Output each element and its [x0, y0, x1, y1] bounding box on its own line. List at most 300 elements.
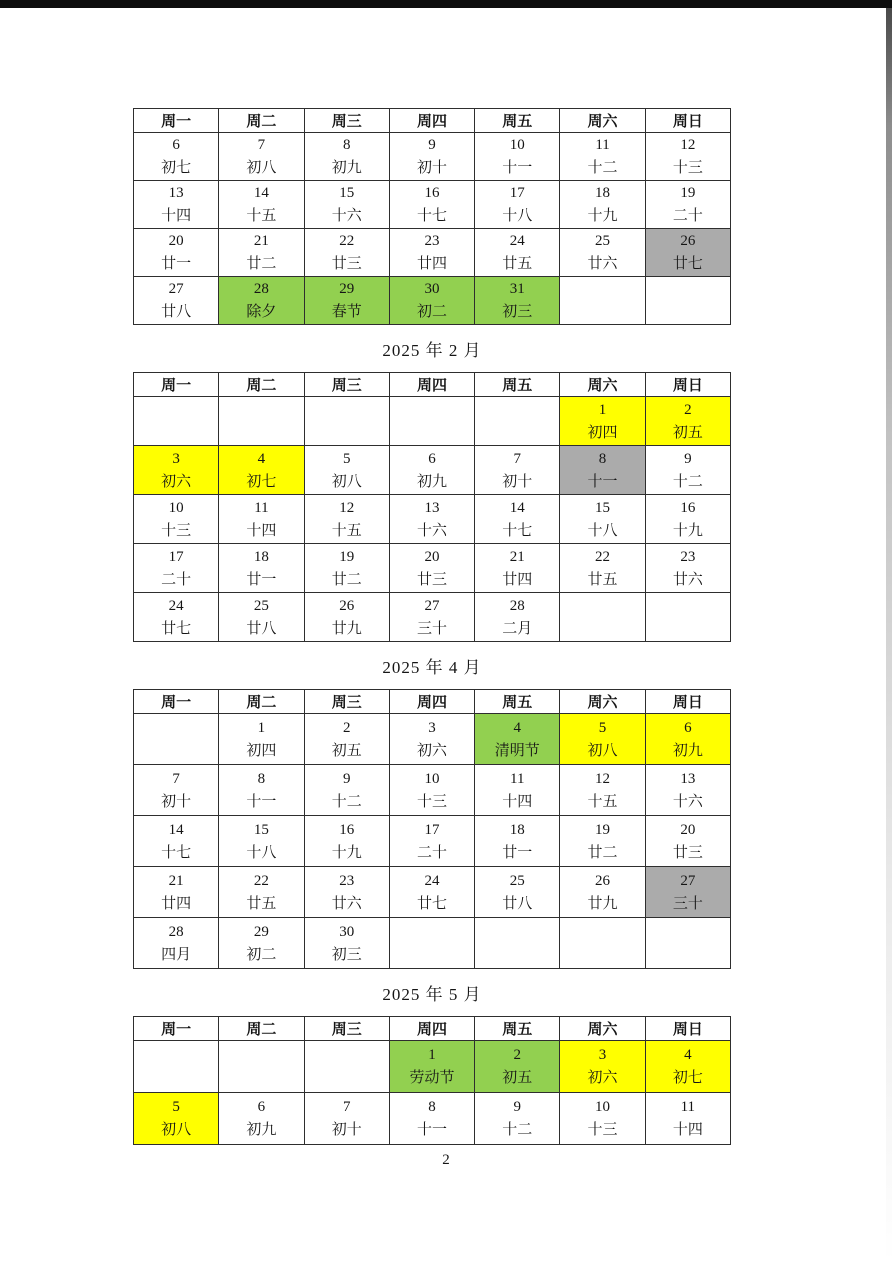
calendar-week-row [134, 495, 731, 544]
day-number: 28 [253, 281, 269, 297]
day-cell-content [646, 717, 730, 762]
lunar-date-label: 廿二 [587, 844, 618, 861]
empty-day-cell [304, 1041, 389, 1093]
lunar-date-label: 廿二 [246, 256, 277, 272]
day-cell-content [134, 182, 218, 227]
lunar-date-label: 十三 [416, 793, 447, 810]
day-cell-content [219, 134, 303, 179]
day-cell [134, 867, 219, 918]
day-number: 20 [424, 548, 440, 565]
day-cell-content [646, 819, 730, 864]
day-number: 14 [509, 499, 525, 516]
lunar-date-label: 十一 [502, 160, 533, 176]
day-cell-content [134, 768, 218, 813]
empty-day-cell [560, 593, 645, 642]
day-cell-content [560, 399, 644, 444]
day-number: 22 [595, 548, 611, 565]
day-cell [560, 446, 645, 495]
day-cell-content [560, 819, 644, 864]
day-cell [560, 816, 645, 867]
day-cell-content [646, 448, 730, 493]
lunar-date-label: 初六 [416, 742, 447, 759]
lunar-date-label: 十七 [161, 844, 192, 861]
day-number: 7 [172, 770, 180, 787]
lunar-date-label: 初八 [587, 742, 618, 759]
day-number: 27 [424, 597, 440, 614]
day-number: 19 [339, 548, 355, 565]
day-number: 25 [509, 872, 525, 889]
lunar-date-label: 初八 [161, 1122, 192, 1138]
day-cell [304, 867, 389, 918]
day-cell [645, 544, 730, 593]
day-cell-content [305, 448, 389, 493]
day-cell-content [134, 1096, 218, 1141]
day-number: 4 [513, 719, 522, 736]
day-cell [560, 397, 645, 446]
calendar-week-row [134, 918, 731, 969]
calendar-week-row [134, 181, 731, 229]
day-cell [560, 229, 645, 277]
day-cell [219, 277, 304, 325]
day-cell-content [475, 278, 559, 323]
calendar-week-row [134, 133, 731, 181]
day-cell-content [475, 768, 559, 813]
day-number: 14 [168, 821, 184, 838]
day-cell [389, 229, 474, 277]
empty-day-cell [134, 397, 219, 446]
month-title: 2025 年 4 月 [382, 658, 482, 677]
day-number: 16 [680, 499, 696, 516]
day-number: 12 [339, 499, 355, 516]
day-number: 13 [168, 185, 184, 201]
weekday-header-row [134, 1017, 731, 1041]
day-number: 6 [257, 1099, 266, 1115]
lunar-date-label: 廿九 [331, 620, 362, 637]
empty-day-cell [134, 714, 219, 765]
day-number: 9 [684, 450, 692, 467]
lunar-date-label: 初七 [672, 1070, 703, 1086]
day-cell-content [219, 278, 303, 323]
day-cell [389, 593, 474, 642]
calendar-table [133, 1016, 731, 1145]
scan-edge-right-strip [886, 0, 892, 1262]
day-cell-content [305, 230, 389, 275]
calendar-table [133, 372, 731, 642]
day-cell [304, 229, 389, 277]
lunar-date-label: 十四 [502, 793, 533, 810]
lunar-date-label: 初七 [246, 473, 277, 490]
lunar-date-label: 廿六 [331, 895, 362, 912]
empty-day-cell [645, 277, 730, 325]
lunar-date-label: 初二 [416, 304, 447, 320]
empty-day-cell [219, 397, 304, 446]
scan-edge-top-bar [0, 0, 892, 8]
lunar-date-label: 初八 [331, 473, 362, 490]
day-cell [645, 1041, 730, 1093]
weekday-header-cell: 周日 [645, 690, 730, 714]
empty-day-cell [134, 1041, 219, 1093]
weekday-header-cell: 周四 [389, 1017, 474, 1041]
day-number: 5 [342, 450, 351, 467]
day-number: 4 [257, 450, 266, 467]
day-cell [475, 1041, 560, 1093]
day-cell-content [560, 448, 644, 493]
day-cell [304, 544, 389, 593]
lunar-date-label: 初五 [331, 742, 362, 759]
calendar-table [133, 108, 731, 325]
lunar-date-label: 初九 [246, 1122, 277, 1138]
day-cell-content [475, 1044, 559, 1089]
lunar-date-label: 十三 [672, 160, 703, 176]
lunar-date-label: 十三 [161, 522, 192, 539]
day-number: 18 [253, 548, 269, 565]
day-cell-content [560, 546, 644, 591]
day-cell-content [219, 546, 303, 591]
day-cell-content [134, 448, 218, 493]
day-cell [304, 133, 389, 181]
day-number: 3 [172, 450, 180, 467]
day-number: 18 [509, 821, 525, 838]
month-title: 2025 年 2 月 [382, 341, 482, 360]
day-cell-content [560, 1096, 644, 1141]
day-number: 30 [424, 281, 440, 297]
day-cell [219, 918, 304, 969]
day-number: 14 [253, 185, 269, 201]
weekday-header-cell: 周五 [475, 109, 560, 133]
lunar-date-label: 春节 [331, 304, 362, 320]
day-number: 16 [424, 185, 440, 201]
day-number: 21 [253, 233, 269, 249]
day-cell-content [560, 768, 644, 813]
lunar-date-label: 十八 [587, 522, 618, 539]
day-cell [389, 714, 474, 765]
day-cell-content [305, 1096, 389, 1141]
day-cell [219, 229, 304, 277]
day-cell [304, 816, 389, 867]
lunar-date-label: 十五 [246, 208, 277, 224]
day-cell [645, 181, 730, 229]
weekday-header-cell: 周五 [475, 690, 560, 714]
day-number: 17 [509, 185, 525, 201]
day-number: 13 [680, 770, 696, 787]
day-cell [389, 181, 474, 229]
lunar-date-label: 劳动节 [409, 1070, 455, 1086]
day-cell [219, 816, 304, 867]
lunar-date-label: 廿六 [672, 571, 703, 588]
day-cell-content [305, 134, 389, 179]
day-cell [645, 765, 730, 816]
day-cell-content [560, 870, 644, 915]
lunar-date-label: 廿八 [161, 304, 192, 320]
day-number: 1 [257, 719, 266, 736]
lunar-date-label: 廿六 [587, 256, 618, 272]
day-number: 22 [253, 872, 269, 889]
day-cell-content [219, 819, 303, 864]
day-number: 12 [595, 770, 611, 787]
day-number: 20 [168, 233, 184, 249]
day-cell [475, 816, 560, 867]
lunar-date-label: 十七 [502, 522, 533, 539]
day-cell [560, 495, 645, 544]
day-cell [219, 544, 304, 593]
day-cell [560, 867, 645, 918]
lunar-date-label: 初九 [672, 742, 703, 759]
day-cell-content [390, 182, 474, 227]
day-number: 4 [684, 1047, 692, 1063]
day-cell-content [560, 497, 644, 542]
day-cell-content [134, 230, 218, 275]
lunar-date-label: 十一 [246, 793, 277, 810]
day-cell [645, 1093, 730, 1145]
day-cell-content [646, 1096, 730, 1141]
day-cell [475, 1093, 560, 1145]
day-cell-content [305, 497, 389, 542]
lunar-date-label: 初二 [246, 946, 277, 963]
lunar-date-label: 廿五 [587, 571, 618, 588]
day-cell-content [390, 870, 474, 915]
day-cell-content [134, 819, 218, 864]
day-cell-content [219, 497, 303, 542]
lunar-date-label: 十四 [161, 208, 192, 224]
day-cell [304, 277, 389, 325]
calendar-table [133, 689, 731, 969]
day-cell [389, 495, 474, 544]
day-number: 11 [595, 137, 610, 153]
day-number: 19 [595, 821, 611, 838]
day-cell [304, 593, 389, 642]
day-number: 31 [509, 281, 525, 297]
document-content-column [133, 0, 731, 1145]
day-cell-content [390, 278, 474, 323]
day-cell-content [219, 870, 303, 915]
day-cell-content [134, 134, 218, 179]
day-cell-content [646, 1044, 730, 1089]
day-number: 10 [509, 137, 525, 153]
day-cell [475, 133, 560, 181]
day-cell [645, 714, 730, 765]
day-cell [560, 181, 645, 229]
day-cell [560, 544, 645, 593]
lunar-date-label: 十八 [246, 844, 277, 861]
day-number: 2 [684, 401, 692, 418]
lunar-date-label: 三十 [416, 620, 447, 637]
day-cell-content [219, 1096, 303, 1141]
day-cell-content [475, 182, 559, 227]
day-number: 9 [428, 137, 436, 153]
day-cell-content [305, 717, 389, 762]
day-cell [219, 867, 304, 918]
day-cell [134, 133, 219, 181]
lunar-date-label: 十六 [672, 793, 703, 810]
lunar-date-label: 初五 [672, 424, 703, 441]
lunar-date-label: 初八 [246, 160, 277, 176]
day-cell [645, 397, 730, 446]
day-number: 23 [339, 872, 355, 889]
day-cell [645, 867, 730, 918]
day-cell-content [646, 497, 730, 542]
day-number: 27 [680, 872, 696, 889]
lunar-date-label: 十九 [672, 522, 703, 539]
day-cell [134, 816, 219, 867]
weekday-header-cell: 周四 [389, 373, 474, 397]
day-number: 11 [510, 770, 525, 787]
day-number: 22 [339, 233, 355, 249]
day-cell-content [134, 278, 218, 323]
day-cell [304, 714, 389, 765]
calendar-week-row [134, 816, 731, 867]
lunar-date-label: 十一 [587, 473, 618, 490]
month-title: 2025 年 5 月 [382, 985, 482, 1004]
calendar-week-row [134, 1093, 731, 1145]
day-number: 3 [428, 719, 436, 736]
day-number: 25 [253, 597, 269, 614]
day-cell [645, 229, 730, 277]
day-number: 8 [598, 450, 607, 467]
lunar-date-label: 廿七 [161, 620, 192, 637]
day-cell-content [475, 134, 559, 179]
day-number: 6 [428, 450, 436, 467]
day-cell [134, 918, 219, 969]
day-number: 21 [509, 548, 525, 565]
day-cell-content [560, 134, 644, 179]
weekday-header-cell: 周五 [475, 1017, 560, 1041]
day-number: 24 [168, 597, 184, 614]
day-cell-content [646, 870, 730, 915]
lunar-date-label: 初九 [416, 473, 447, 490]
day-number: 9 [513, 1099, 522, 1115]
weekday-header-cell: 周一 [134, 1017, 219, 1041]
day-cell-content [134, 497, 218, 542]
day-cell-content [646, 768, 730, 813]
lunar-date-label: 初七 [161, 160, 192, 176]
day-cell [219, 765, 304, 816]
day-number: 20 [680, 821, 696, 838]
day-number: 28 [168, 923, 184, 940]
weekday-header-cell: 周一 [134, 109, 219, 133]
day-number: 15 [253, 821, 269, 838]
day-cell [304, 1093, 389, 1145]
lunar-date-label: 廿一 [246, 571, 277, 588]
empty-day-cell [560, 277, 645, 325]
lunar-date-label: 二月 [502, 620, 533, 637]
lunar-date-label: 初十 [161, 793, 192, 810]
day-cell [389, 544, 474, 593]
lunar-date-label: 十九 [331, 844, 362, 861]
day-cell [475, 593, 560, 642]
lunar-date-label: 廿九 [587, 895, 618, 912]
lunar-date-label: 廿四 [161, 895, 192, 912]
day-number: 1 [428, 1047, 436, 1063]
day-cell-content [219, 768, 303, 813]
day-number: 18 [595, 185, 611, 201]
lunar-date-label: 十一 [416, 1122, 447, 1138]
calendar-week-row [134, 277, 731, 325]
day-cell-content [219, 717, 303, 762]
weekday-header-cell: 周三 [304, 1017, 389, 1041]
lunar-date-label: 十二 [587, 160, 618, 176]
day-cell [389, 765, 474, 816]
day-cell-content [390, 819, 474, 864]
weekday-header-cell: 周六 [560, 109, 645, 133]
lunar-date-label: 十二 [502, 1122, 533, 1138]
calendar-week-row [134, 593, 731, 642]
weekday-header-cell: 周六 [560, 373, 645, 397]
weekday-header-cell: 周二 [219, 109, 304, 133]
calendar-week-row [134, 397, 731, 446]
lunar-date-label: 初十 [416, 160, 447, 176]
day-cell [560, 714, 645, 765]
weekday-header-cell: 周一 [134, 690, 219, 714]
day-number: 1 [598, 401, 607, 418]
day-cell [475, 181, 560, 229]
day-cell-content [134, 921, 218, 966]
day-cell [475, 495, 560, 544]
day-cell-content [134, 870, 218, 915]
day-number: 15 [595, 499, 611, 516]
day-number: 9 [342, 770, 351, 787]
day-cell-content [646, 399, 730, 444]
day-number: 12 [680, 137, 696, 153]
day-number: 23 [424, 233, 440, 249]
calendar-week-row [134, 714, 731, 765]
day-cell-content [219, 595, 303, 640]
day-cell [134, 544, 219, 593]
day-number: 10 [424, 770, 440, 787]
lunar-date-label: 十二 [672, 473, 703, 490]
day-number: 11 [680, 1099, 696, 1115]
lunar-date-label: 除夕 [246, 304, 277, 320]
weekday-header-cell: 周六 [560, 1017, 645, 1041]
day-cell [389, 867, 474, 918]
day-cell [134, 593, 219, 642]
day-cell-content [134, 546, 218, 591]
weekday-header-cell: 周六 [560, 690, 645, 714]
lunar-date-label: 十四 [672, 1122, 703, 1138]
calendar-week-row [134, 1041, 731, 1093]
day-cell-content [646, 182, 730, 227]
day-cell [475, 867, 560, 918]
calendar-week-row [134, 544, 731, 593]
weekday-header-cell: 周三 [304, 373, 389, 397]
lunar-date-label: 廿八 [246, 620, 277, 637]
empty-day-cell [304, 397, 389, 446]
day-cell-content [390, 1044, 474, 1089]
day-cell-content [646, 134, 730, 179]
lunar-date-label: 十三 [587, 1122, 618, 1138]
day-cell-content [560, 1044, 644, 1089]
day-number: 21 [168, 872, 184, 889]
lunar-date-label: 廿四 [502, 571, 533, 588]
day-cell-content [305, 819, 389, 864]
day-cell-content [560, 717, 644, 762]
day-cell [134, 277, 219, 325]
day-number: 16 [339, 821, 355, 838]
day-number: 8 [342, 137, 351, 153]
lunar-date-label: 清明节 [494, 742, 540, 759]
day-cell-content [305, 921, 389, 966]
lunar-date-label: 十五 [331, 522, 362, 539]
weekday-header-row [134, 690, 731, 714]
day-cell-content [305, 768, 389, 813]
calendar-week-row [134, 765, 731, 816]
day-cell [219, 495, 304, 544]
lunar-date-label: 十五 [587, 793, 618, 810]
lunar-date-label: 初六 [161, 473, 192, 490]
empty-day-cell [475, 397, 560, 446]
day-cell-content [390, 595, 474, 640]
day-number: 15 [339, 185, 355, 201]
weekday-header-cell: 周三 [304, 109, 389, 133]
